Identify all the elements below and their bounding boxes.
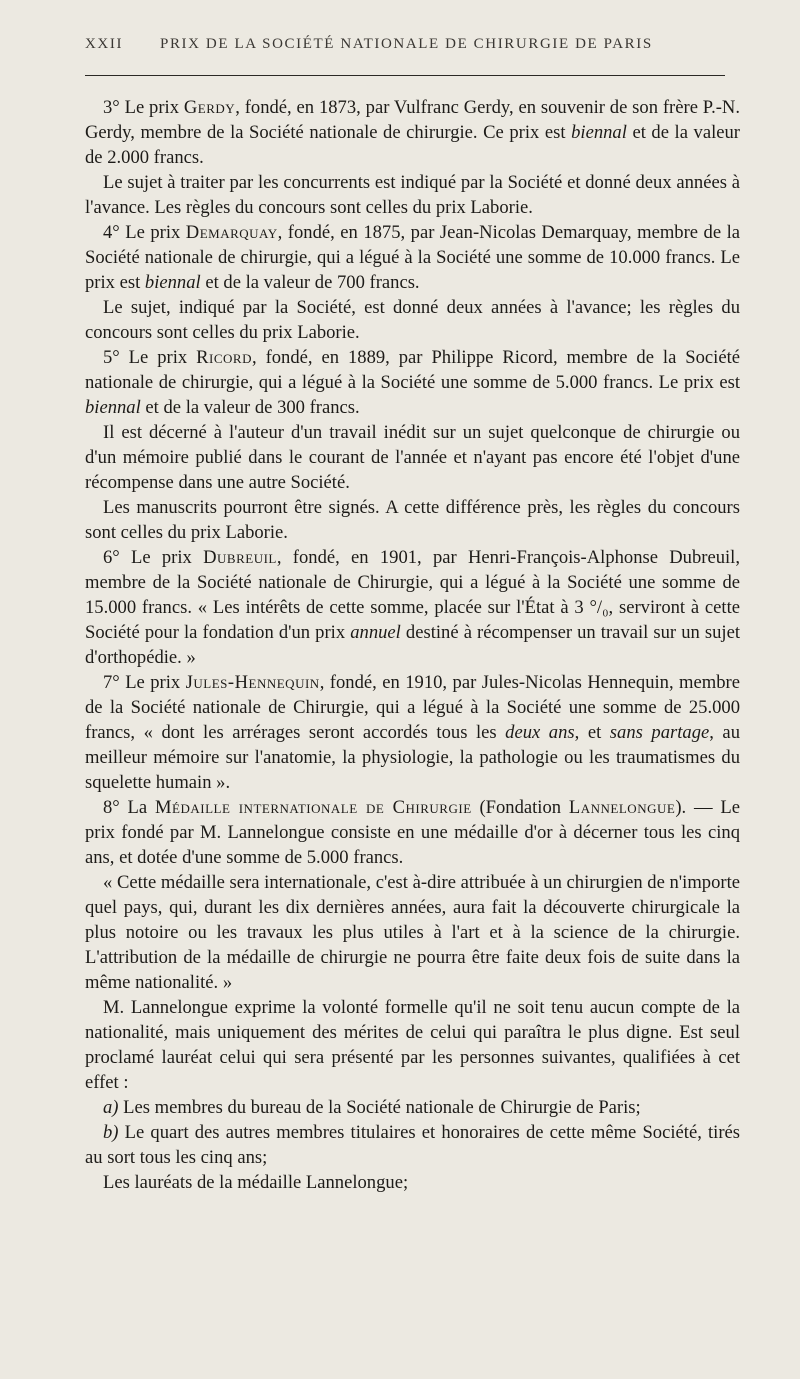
text-run: , fondé, en 1901, par Henri-François-Alphonse Dubreuil, membre de la Société nationale de Chirurgie, qui a légué à la Société une somme de 15.000 francs. « Les intérêts de cette somme, placée sur l'État à 3 °/₀, serviront à cette Société pour la fondation d'un prix	[85, 547, 740, 643]
paragraph-prix-ricord	[85, 345, 740, 420]
list-marker: b)	[103, 1122, 119, 1143]
text-run: et de la valeur de 300 francs.	[140, 397, 360, 418]
emphasis: annuel	[350, 622, 401, 643]
body-text	[85, 95, 740, 1195]
prize-name: Médaille internationale de Chirurgie	[155, 797, 472, 818]
paragraph-prix-gerdy	[85, 95, 740, 170]
emphasis: biennal	[571, 122, 627, 143]
text-run: 4° Le prix	[103, 222, 186, 243]
emphasis: biennal	[144, 272, 201, 293]
paragraph-prix-jules-hennequin	[85, 670, 740, 795]
text-run: , fondé, en 1910, par Jules-Nicolas Hennequin, membre de la Société nationale de Chirurgie, qui a légué à la Société une somme de 25.000 francs, « dont les arrérages seront accordés tous les	[85, 672, 740, 743]
prize-name: Jules-Hennequin	[185, 672, 320, 693]
paragraph: Il est décerné à l'auteur d'un travail inédit sur un sujet quelconque de chirurgie ou d'un mémoire publié dans le courant de l'année et n'ayant pas encore été l'objet d'une récompense dans une autre Société.	[85, 422, 740, 493]
prize-name: Ricord	[196, 347, 252, 368]
prize-name: Demarquay	[185, 222, 278, 243]
paragraph: M. Lannelongue exprime la volonté formelle qu'il ne soit tenu aucun compte de la nationalité, mais uniquement des mérites de celui qui paraîtra le plus digne. Est seul proclamé lauréat celui qui sera présenté par les personnes suivantes, qualifiées à cet effet :	[85, 997, 740, 1093]
paragraph-prix-dubreuil	[85, 545, 740, 670]
list-marker: a)	[103, 1097, 119, 1118]
text-run: ). — Le prix fondé par M. Lannelongue consiste en une médaille d'or à décerner tous les cinq ans, et dotée d'une somme de 5.000 francs.	[85, 797, 741, 868]
running-title: PRIX DE LA SOCIÉTÉ NATIONALE DE CHIRURGIE DE PARIS	[160, 36, 653, 52]
text-run: 8° La	[103, 797, 155, 818]
text-run: 6° Le prix	[103, 547, 204, 568]
text-run: , et	[574, 722, 610, 743]
text-run: 3° Le prix	[103, 97, 184, 118]
emphasis: deux ans	[505, 722, 575, 743]
text-run: , fondé, en 1889, par Philippe Ricord, membre de la Société nationale de chirurgie, qui a légué à la Société une somme de 5.000 francs. Le prix est	[85, 347, 740, 393]
paragraph-medaille-internationale	[85, 795, 740, 870]
text-run: et de la valeur de 700 francs.	[200, 272, 420, 293]
paragraph: Les manuscrits pourront être signés. A cette différence près, les règles du concours sont celles du prix Laborie.	[85, 497, 740, 543]
paragraph: Les lauréats de la médaille Lannelongue;	[103, 1172, 409, 1193]
paragraph: Le sujet, indiqué par la Société, est donné deux années à l'avance; les règles du concours sont celles du prix Laborie.	[85, 297, 740, 343]
text-run: 7° Le prix	[103, 672, 186, 693]
emphasis: biennal	[85, 397, 141, 418]
list-item	[85, 1120, 740, 1170]
text-run: et de la valeur de 2.000 francs.	[85, 122, 740, 168]
list-item-text: Les membres du bureau de la Société nationale de Chirurgie de Paris;	[118, 1097, 641, 1118]
founder-name: Lannelongue	[568, 797, 676, 818]
text-run: 5° Le prix	[103, 347, 197, 368]
text-run: , au meilleur mémoire sur l'anatomie, la physiologie, la pathologie ou les traumatismes du squelette humain ».	[85, 722, 740, 793]
prize-name: Gerdy	[183, 97, 236, 118]
text-run: , fondé, en 1873, par Vulfranc Gerdy, en souvenir de son frère P.-N. Gerdy, membre de la Société nationale de chirurgie. Ce prix est	[85, 97, 741, 143]
prize-name: Dubreuil	[203, 547, 277, 568]
list-item	[85, 1095, 740, 1120]
text-run: destiné à récompenser un travail sur un sujet d'orthopédie. »	[85, 622, 740, 668]
text-run: , fondé, en 1875, par Jean-Nicolas Demarquay, membre de la Société nationale de chirurgie, qui a légué à la Société une somme de 10.000 francs. Le prix est	[85, 222, 740, 293]
page-number: XXII	[85, 36, 124, 52]
emphasis: sans partage	[609, 722, 710, 743]
paragraph-prix-demarquay	[85, 220, 740, 295]
paragraph-quote: « Cette médaille sera internationale, c'est à-dire attribuée à un chirurgien de n'importe quel pays, qui, durant les dix dernières années, aura fait la découverte chirurgicale la plus notoire ou les travaux les plus utiles à l'art et à la science de la chirurgie. L'attribution de la médaille de chirurgie ne pourra être faite deux fois de suite dans la même nationalité. »	[85, 872, 740, 993]
text-run: (Fondation	[471, 797, 569, 818]
list-item-text: Le quart des autres membres titulaires et honoraires de cette même Société, tirés au sort tous les cinq ans;	[85, 1122, 740, 1168]
header-rule	[85, 75, 725, 76]
paragraph: Le sujet à traiter par les concurrents est indiqué par la Société et donné deux années à l'avance. Les règles du concours sont celles du prix Laborie.	[85, 172, 740, 218]
